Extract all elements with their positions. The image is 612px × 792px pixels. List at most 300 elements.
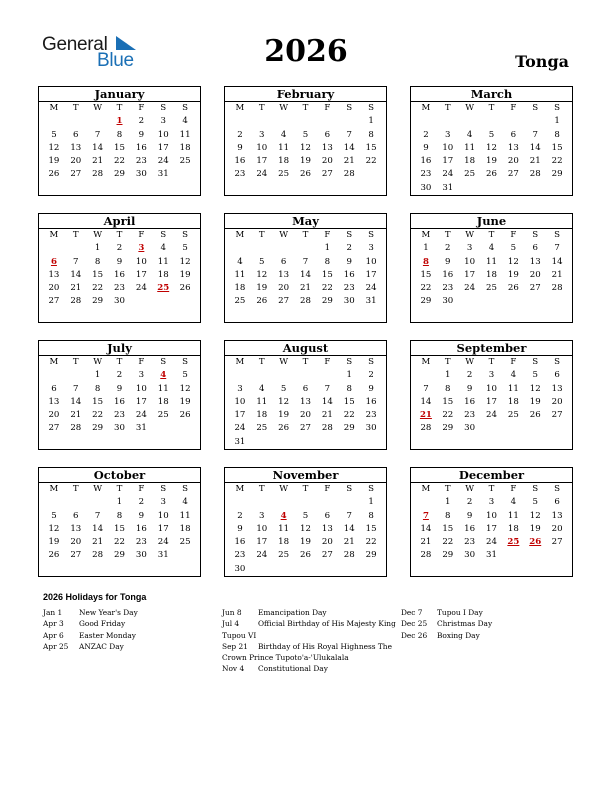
week-row [411, 422, 572, 435]
month-march [410, 86, 573, 196]
weekday-label: W [279, 230, 289, 240]
day-cell: 16 [234, 537, 246, 548]
empty-day-cell [481, 115, 503, 128]
day-cell: 17 [256, 537, 268, 548]
day-cell: 19 [179, 269, 191, 280]
empty-day-cell [546, 549, 568, 562]
day-cell: 12 [529, 383, 541, 394]
day-cell: 29 [321, 296, 333, 307]
month-title: December [411, 468, 572, 483]
weekday-label: W [93, 484, 103, 494]
week-row [225, 422, 386, 435]
day-cell: 31 [135, 423, 147, 434]
day-cell: 17 [486, 396, 497, 407]
day-cell: 10 [365, 256, 377, 267]
day-cell: 10 [256, 142, 268, 153]
day-cell: 17 [442, 156, 454, 167]
day-cell: 11 [278, 523, 290, 534]
week-row [39, 409, 200, 422]
weekday-label: W [465, 103, 475, 113]
week-row [411, 155, 572, 168]
day-cell: 23 [442, 283, 454, 294]
weekday-label: W [93, 357, 103, 367]
day-cell: 23 [234, 169, 246, 180]
weekday-label: T [72, 484, 79, 494]
empty-day-cell [524, 115, 546, 128]
month-october [38, 467, 201, 577]
day-cell: 6 [51, 383, 57, 394]
weekday-header [39, 356, 200, 369]
week-row [411, 168, 572, 181]
day-cell: 23 [234, 550, 246, 561]
weekday-label: W [279, 357, 289, 367]
weekday-label: F [510, 484, 517, 494]
day-cell: 20 [321, 537, 333, 548]
day-cell: 14 [420, 396, 432, 407]
day-cell: 11 [464, 142, 476, 153]
empty-day-cell [251, 436, 273, 449]
day-cell: 22 [343, 410, 355, 421]
holiday-date: Jun 8 [222, 608, 242, 617]
holiday-name-continued: Tupou VI [222, 630, 257, 640]
day-cell: 2 [423, 129, 429, 140]
empty-day-cell [174, 168, 196, 181]
day-cell: 5 [532, 370, 538, 381]
weekday-label: S [554, 357, 561, 367]
day-cell: 30 [464, 550, 476, 561]
day-cell: 4 [182, 497, 188, 508]
day-cell: 16 [464, 523, 476, 534]
weekday-label: M [421, 484, 431, 494]
empty-day-cell [316, 115, 338, 128]
day-cell: 22 [365, 156, 377, 167]
holiday-day-cell: 1 [116, 116, 123, 127]
day-cell: 24 [234, 423, 246, 434]
day-cell: 7 [346, 129, 352, 140]
day-cell: 4 [510, 370, 517, 381]
day-cell: 10 [135, 256, 147, 267]
day-cell: 23 [420, 169, 432, 180]
day-cell: 18 [507, 396, 519, 407]
weekday-label: T [488, 230, 495, 240]
day-cell: 23 [365, 410, 377, 421]
day-cell: 24 [442, 169, 454, 180]
day-cell: 3 [259, 129, 265, 140]
empty-day-cell [502, 549, 524, 562]
day-cell: 19 [179, 396, 191, 407]
day-cell: 29 [442, 550, 454, 561]
day-cell: 8 [346, 383, 352, 394]
day-cell: 30 [114, 423, 125, 434]
day-cell: 30 [420, 182, 432, 193]
day-cell: 3 [160, 497, 166, 508]
day-cell: 16 [365, 396, 377, 407]
day-cell: 30 [365, 423, 377, 434]
day-cell: 25 [234, 296, 246, 307]
empty-day-cell [502, 182, 524, 195]
day-cell: 20 [551, 396, 563, 407]
holiday-name: Official Birthday of His Majesty King [258, 619, 396, 629]
day-cell: 3 [259, 510, 265, 521]
weekday-label: T [302, 103, 309, 113]
month-title: February [225, 87, 386, 102]
day-cell: 22 [442, 410, 454, 421]
day-cell: 16 [442, 269, 454, 280]
weekday-label: S [532, 230, 539, 240]
day-cell: 18 [256, 410, 268, 421]
day-cell: 27 [551, 537, 563, 548]
weekday-label: M [49, 230, 59, 240]
day-cell: 10 [256, 523, 268, 534]
day-cell: 7 [73, 256, 79, 267]
day-cell: 23 [135, 156, 147, 167]
day-cell: 28 [300, 296, 311, 307]
week-row [411, 496, 572, 509]
week-row [225, 536, 386, 549]
day-cell: 17 [464, 269, 476, 280]
day-cell: 26 [179, 283, 191, 294]
day-cell: 18 [157, 396, 169, 407]
weekday-label: T [258, 357, 265, 367]
day-cell: 27 [551, 410, 563, 421]
weekday-label: M [421, 230, 431, 240]
day-cell: 14 [300, 269, 311, 280]
day-cell: 4 [182, 116, 188, 127]
day-cell: 5 [488, 129, 495, 140]
day-cell: 8 [368, 510, 374, 521]
week-row [39, 269, 200, 282]
day-cell: 6 [73, 129, 79, 140]
weekday-label: S [160, 484, 167, 494]
day-cell: 24 [486, 537, 497, 548]
month-september [410, 340, 573, 450]
weekday-label: F [510, 230, 517, 240]
day-cell: 13 [321, 142, 333, 153]
day-cell: 29 [343, 423, 355, 434]
day-cell: 13 [529, 256, 541, 267]
day-cell: 18 [157, 269, 169, 280]
day-cell: 6 [324, 129, 331, 140]
month-title: September [411, 341, 572, 356]
country-name: Tonga [515, 52, 569, 71]
month-april [38, 213, 201, 323]
day-cell: 3 [488, 370, 495, 381]
holiday-day-cell: 3 [138, 243, 145, 254]
day-cell: 11 [278, 142, 290, 153]
day-cell: 13 [321, 523, 333, 534]
day-cell: 4 [259, 383, 265, 394]
day-cell: 21 [70, 283, 82, 294]
holiday-day-cell: 26 [529, 537, 542, 548]
week-row [411, 369, 572, 382]
day-cell: 27 [278, 296, 290, 307]
day-cell: 23 [464, 410, 476, 421]
day-cell: 15 [92, 396, 104, 407]
empty-day-cell [316, 563, 338, 576]
day-cell: 7 [94, 129, 101, 140]
week-row [39, 396, 200, 409]
day-cell: 12 [48, 523, 60, 534]
day-cell: 24 [135, 283, 147, 294]
day-cell: 17 [256, 156, 268, 167]
day-cell: 5 [51, 129, 57, 140]
week-row [39, 536, 200, 549]
week-row [39, 155, 200, 168]
weekday-label: S [346, 484, 353, 494]
empty-day-cell [459, 115, 481, 128]
weekday-label: M [235, 103, 245, 113]
day-cell: 1 [116, 497, 123, 508]
day-cell: 31 [157, 550, 169, 561]
day-cell: 14 [70, 269, 82, 280]
empty-day-cell [273, 369, 295, 382]
week-row [39, 142, 200, 155]
day-cell: 7 [324, 383, 331, 394]
day-cell: 25 [256, 423, 268, 434]
empty-day-cell [338, 496, 360, 509]
weekday-label: T [302, 484, 309, 494]
empty-day-cell [524, 182, 546, 195]
weekday-label: S [368, 230, 375, 240]
week-row [411, 269, 572, 282]
week-row [225, 409, 386, 422]
day-cell: 30 [343, 296, 355, 307]
day-cell: 10 [442, 142, 454, 153]
week-row [225, 282, 386, 295]
weekday-label: F [324, 357, 331, 367]
empty-day-cell [360, 563, 382, 576]
empty-day-cell [251, 369, 273, 382]
empty-day-cell [174, 549, 196, 562]
day-cell: 19 [507, 269, 519, 280]
day-cell: 10 [157, 510, 169, 521]
day-cell: 14 [529, 142, 541, 153]
day-cell: 13 [551, 383, 563, 394]
week-row [411, 536, 572, 549]
empty-day-cell [295, 242, 317, 255]
week-row [411, 256, 572, 269]
empty-day-cell [524, 549, 546, 562]
day-cell: 20 [70, 537, 82, 548]
weekday-label: W [93, 103, 103, 113]
day-cell: 29 [420, 296, 432, 307]
day-cell: 28 [343, 169, 355, 180]
day-cell: 27 [70, 169, 82, 180]
day-cell: 2 [346, 243, 352, 254]
empty-day-cell [251, 496, 273, 509]
day-cell: 8 [116, 129, 123, 140]
week-row [39, 496, 200, 509]
day-cell: 5 [51, 510, 57, 521]
day-cell: 10 [135, 383, 147, 394]
day-cell: 12 [529, 510, 541, 521]
day-cell: 14 [70, 396, 82, 407]
day-cell: 12 [179, 383, 191, 394]
empty-day-cell [524, 422, 546, 435]
day-cell: 25 [464, 169, 476, 180]
empty-day-cell [481, 295, 503, 308]
day-cell: 29 [114, 169, 125, 180]
day-cell: 17 [365, 269, 377, 280]
day-cell: 25 [179, 156, 191, 167]
day-cell: 25 [157, 410, 169, 421]
day-cell: 29 [551, 169, 563, 180]
day-cell: 6 [324, 510, 331, 521]
weekday-label: T [258, 484, 265, 494]
month-title: July [39, 341, 200, 356]
day-cell: 16 [420, 156, 432, 167]
day-cell: 18 [179, 142, 191, 153]
week-row [225, 155, 386, 168]
weekday-label: T [72, 357, 79, 367]
week-row [225, 383, 386, 396]
day-cell: 19 [278, 410, 290, 421]
day-cell: 4 [466, 129, 473, 140]
day-cell: 13 [507, 142, 519, 153]
holiday-name: Boxing Day [437, 630, 480, 640]
day-cell: 19 [300, 537, 311, 548]
day-cell: 10 [486, 510, 497, 521]
day-cell: 18 [507, 523, 519, 534]
day-cell: 18 [278, 156, 290, 167]
holiday-name-continued: Crown Prince Tupoto'a-'Ulukalala [222, 653, 349, 663]
day-cell: 2 [368, 370, 374, 381]
empty-day-cell [130, 295, 152, 308]
week-row [39, 256, 200, 269]
day-cell: 17 [234, 410, 246, 421]
day-cell: 31 [365, 296, 377, 307]
day-cell: 31 [157, 169, 169, 180]
day-cell: 17 [157, 142, 169, 153]
day-cell: 12 [300, 523, 311, 534]
weekday-header [39, 229, 200, 242]
day-cell: 20 [48, 283, 60, 294]
weekday-label: W [279, 103, 289, 113]
day-cell: 26 [300, 550, 311, 561]
day-cell: 25 [486, 283, 497, 294]
weekday-label: W [279, 484, 289, 494]
weekday-label: F [138, 357, 145, 367]
day-cell: 2 [466, 370, 473, 381]
empty-day-cell [502, 422, 524, 435]
day-cell: 1 [368, 497, 374, 508]
empty-day-cell [43, 496, 65, 509]
empty-day-cell [251, 115, 273, 128]
holiday-date: Apr 3 [43, 619, 64, 629]
weekday-label: T [444, 103, 451, 113]
day-cell: 19 [48, 156, 60, 167]
day-cell: 5 [302, 510, 309, 521]
day-cell: 20 [321, 156, 333, 167]
empty-day-cell [338, 436, 360, 449]
empty-day-cell [43, 369, 65, 382]
day-cell: 7 [94, 510, 101, 521]
day-cell: 2 [237, 129, 243, 140]
weekday-header [411, 356, 572, 369]
weekday-label: S [346, 357, 353, 367]
day-cell: 6 [510, 129, 517, 140]
day-cell: 24 [464, 283, 476, 294]
empty-day-cell [273, 563, 295, 576]
day-cell: 13 [300, 396, 311, 407]
day-cell: 7 [532, 129, 538, 140]
day-cell: 1 [94, 370, 101, 381]
weekday-header [225, 356, 386, 369]
day-cell: 18 [464, 156, 476, 167]
weekday-header [225, 483, 386, 496]
week-row [39, 295, 200, 308]
day-cell: 6 [532, 243, 538, 254]
holiday-name: Christmas Day [437, 619, 493, 629]
empty-day-cell [481, 422, 503, 435]
week-row [225, 269, 386, 282]
day-cell: 24 [157, 156, 169, 167]
day-cell: 29 [442, 423, 454, 434]
month-january [38, 86, 201, 196]
day-cell: 3 [160, 116, 166, 127]
day-cell: 20 [300, 410, 311, 421]
week-row [39, 115, 200, 128]
weekday-label: F [324, 484, 331, 494]
empty-day-cell [295, 436, 317, 449]
day-cell: 20 [529, 269, 541, 280]
day-cell: 9 [116, 383, 123, 394]
day-cell: 14 [343, 523, 355, 534]
day-cell: 5 [182, 370, 188, 381]
weekday-label: F [138, 103, 145, 113]
day-cell: 30 [114, 296, 125, 307]
day-cell: 30 [135, 169, 147, 180]
day-cell: 26 [179, 410, 191, 421]
empty-day-cell [43, 115, 65, 128]
day-cell: 21 [300, 283, 311, 294]
empty-day-cell [360, 436, 382, 449]
empty-day-cell [295, 563, 317, 576]
week-row [225, 436, 386, 449]
month-august [224, 340, 387, 450]
holiday-name: New Year's Day [79, 608, 138, 617]
day-cell: 9 [138, 510, 145, 521]
holidays-title: 2026 Holidays for Tonga [43, 592, 147, 602]
day-cell: 9 [237, 523, 243, 534]
day-cell: 13 [48, 396, 60, 407]
empty-day-cell [546, 295, 568, 308]
day-cell: 21 [343, 156, 355, 167]
empty-day-cell [65, 496, 87, 509]
weekday-label: T [116, 357, 123, 367]
week-row [225, 549, 386, 562]
holiday-name: Constitutional Day [258, 664, 328, 674]
empty-day-cell [502, 115, 524, 128]
weekday-label: F [138, 484, 145, 494]
day-cell: 23 [114, 410, 125, 421]
day-cell: 1 [346, 370, 352, 381]
week-row [225, 369, 386, 382]
day-cell: 27 [529, 283, 541, 294]
month-title: June [411, 214, 572, 229]
day-cell: 22 [442, 537, 454, 548]
day-cell: 23 [135, 537, 147, 548]
day-cell: 30 [234, 563, 246, 574]
empty-day-cell [65, 242, 87, 255]
weekday-label: M [49, 484, 59, 494]
weekday-label: F [324, 230, 331, 240]
holiday-day-cell: 25 [157, 283, 170, 294]
day-cell: 1 [94, 243, 101, 254]
day-cell: 8 [554, 129, 560, 140]
weekday-label: T [444, 484, 451, 494]
empty-day-cell [316, 436, 338, 449]
